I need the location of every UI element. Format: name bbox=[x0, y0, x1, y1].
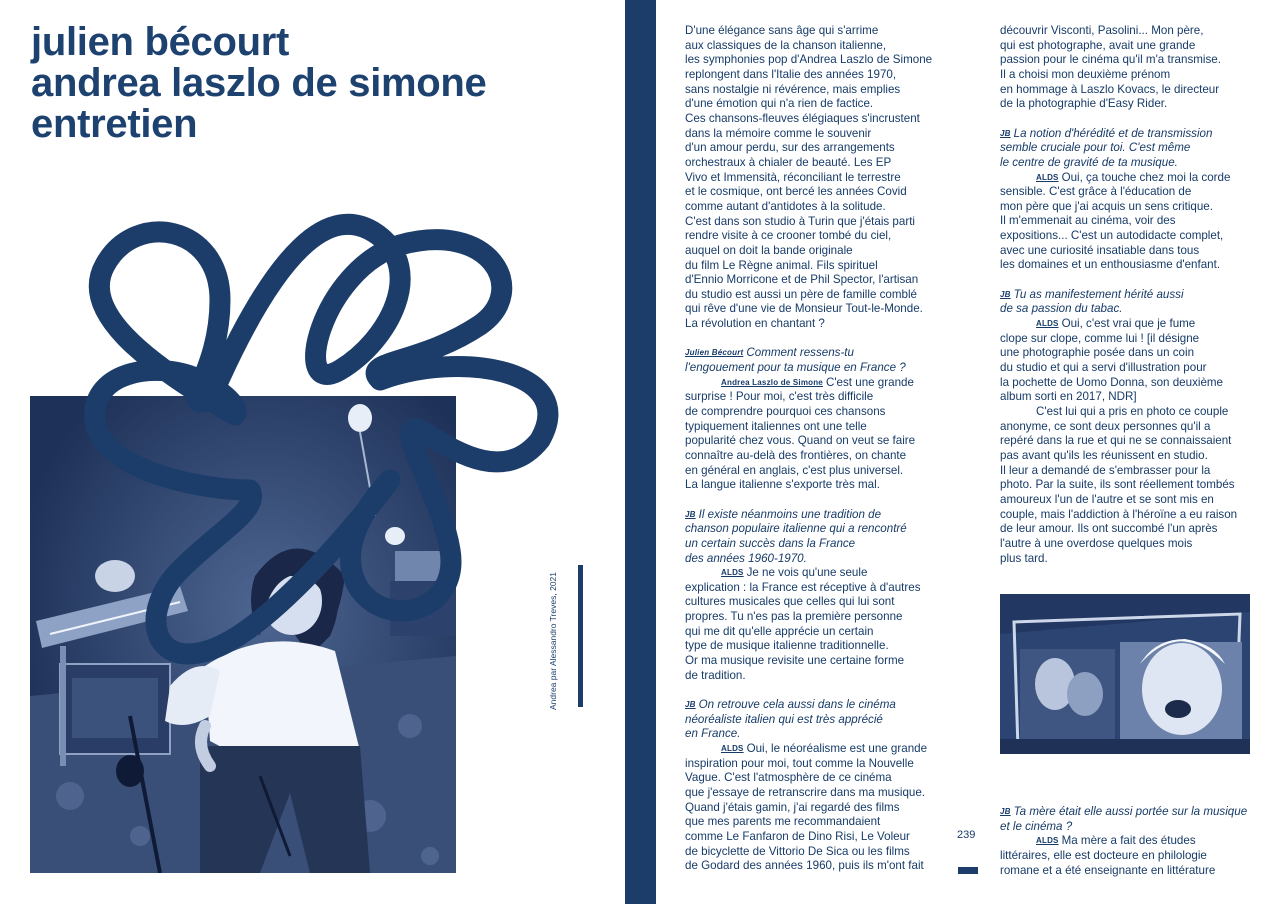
answer-line: en général en anglais, c'est plus universel. bbox=[685, 463, 904, 477]
question-6 bbox=[1000, 805, 1260, 834]
credit-bar bbox=[578, 565, 583, 707]
answer-line: qui me dit qu'elle apprécie un certain bbox=[685, 624, 874, 638]
question-line: Tu as manifestement hérité aussi bbox=[1013, 287, 1184, 301]
answer-line: Oui, le néoréalisme est une grande bbox=[746, 741, 928, 755]
question-line: La notion d'hérédité et de transmission bbox=[1013, 126, 1213, 140]
question-line: Ta mère était elle aussi portée sur la musique bbox=[1013, 805, 1248, 818]
question-4 bbox=[1000, 127, 1255, 171]
answer-line: Il a choisi mon deuxième prénom bbox=[1000, 67, 1171, 81]
answer-line: typiquement italiennes ont une telle bbox=[685, 419, 867, 433]
question-line: Il existe néanmoins une tradition de bbox=[698, 507, 882, 521]
answer-3 bbox=[685, 742, 950, 874]
intro-line: D'une élégance sans âge qui s'arrime bbox=[685, 24, 879, 37]
answer-line: repéré dans la rue et qui ne se connaissaient bbox=[1000, 434, 1232, 448]
answer-line: Quand j'étais gamin, j'ai regardé des films bbox=[685, 800, 900, 814]
question-line: le centre de gravité de ta musique. bbox=[1000, 155, 1178, 169]
answer-1 bbox=[685, 376, 950, 493]
intro-line: Ces chansons-fleuves élégiaques s'incrustent bbox=[685, 111, 920, 125]
answer-line: explication : la France est réceptive à d'autres bbox=[685, 580, 921, 594]
answer-2 bbox=[685, 566, 950, 683]
answer-line: C'est lui qui a pris en photo ce couple bbox=[1036, 404, 1229, 418]
studio-photo bbox=[30, 396, 456, 873]
speaker-tag-jb: JB bbox=[685, 509, 696, 519]
question-line: un certain succès dans la France bbox=[685, 536, 856, 550]
answer-line: cultures musicales que celles qui lui sont bbox=[685, 595, 895, 609]
question-line: des années 1960-1970. bbox=[685, 551, 807, 565]
answer-line: littéraires, elle est docteure en philologie bbox=[1000, 848, 1207, 862]
text-column-1 bbox=[685, 24, 950, 874]
speaker-tag-alds: ALDS bbox=[1036, 836, 1059, 846]
answer-line: Vague. C'est l'atmosphère de ce cinéma bbox=[685, 771, 892, 785]
intro-line: du studio est aussi un père de famille comblé bbox=[685, 287, 918, 301]
intro-line: aux classiques de la chanson italienne, bbox=[685, 38, 887, 52]
answer-line: expositions... C'est un autodidacte complet, bbox=[1000, 229, 1224, 243]
question-line: en France. bbox=[685, 727, 741, 741]
speaker-tag-alds: ALDS bbox=[1036, 319, 1059, 328]
answer-line: La langue italienne s'exporte très mal. bbox=[685, 478, 880, 492]
answer-line: sensible. C'est grâce à l'éducation de bbox=[1000, 185, 1192, 199]
text-column-2 bbox=[1000, 24, 1255, 566]
answer-line: connaître au-delà des frontières, on chante bbox=[685, 448, 907, 462]
answer-line: couple, mais l'addiction à l'héroïne a eu raison bbox=[1000, 507, 1238, 521]
answer-line: Ma mère a fait des études bbox=[1061, 834, 1196, 848]
answer-line: de la photographie d'Easy Rider. bbox=[1000, 97, 1168, 111]
text-column-2-bottom bbox=[1000, 805, 1260, 878]
page-number-bar bbox=[958, 867, 978, 874]
answer-line: les domaines et un enthousiasme d'enfant. bbox=[1000, 258, 1221, 272]
intro-line: C'est dans son studio à Turin que j'étais parti bbox=[685, 214, 915, 228]
answer-line: en hommage à Laszlo Kovacs, le directeur bbox=[1000, 82, 1220, 96]
speaker-tag-jb: JB bbox=[685, 700, 696, 709]
answer-line: de tradition. bbox=[685, 668, 746, 682]
page-number: 239 bbox=[957, 829, 976, 841]
title-line-2: andrea laszlo de simone bbox=[31, 61, 487, 105]
answer-line: de leur amour. Ils ont succombé l'un après bbox=[1000, 522, 1218, 536]
intro-line: sans nostalgie ni révérence, mais emplies bbox=[685, 82, 901, 96]
speaker-tag-jb: JB bbox=[1000, 807, 1011, 816]
question-line: Comment ressens-tu bbox=[746, 346, 854, 360]
intro-line: qui rêve d'une vie de Monsieur Tout-le-Monde. bbox=[685, 302, 923, 316]
question-line: chanson populaire italienne qui a rencontré bbox=[685, 522, 907, 536]
question-line: semble cruciale pour toi. C'est même bbox=[1000, 141, 1191, 155]
answer-line: Oui, ça touche chez moi la corde bbox=[1061, 170, 1231, 184]
answer-line: Je ne vois qu'une seule bbox=[746, 566, 868, 580]
answer-line: avec une curiosité insatiable dans tous bbox=[1000, 243, 1200, 257]
title-line-1: julien bécourt bbox=[31, 20, 290, 64]
answer-line: Oui, c'est vrai que je fume bbox=[1061, 317, 1196, 330]
answer-line: l'autre à une overdose quelques mois bbox=[1000, 536, 1193, 550]
photo-credit-wrap bbox=[540, 560, 570, 710]
intro-line: rendre visite à ce crooner tombé du ciel, bbox=[685, 229, 892, 243]
speaker-tag-alds-full: Andrea Laszlo de Simone bbox=[721, 377, 823, 387]
page-gutter bbox=[625, 0, 656, 904]
answer-line: album sorti en 2017, NDR] bbox=[1000, 390, 1137, 404]
answer-line: popularité chez vous. Quand on veut se faire bbox=[685, 434, 916, 448]
question-line: et le cinéma ? bbox=[1000, 819, 1073, 833]
answer-line: que mes parents me recommandaient bbox=[685, 815, 881, 829]
intro-line: d'Ennio Morricone et de Phil Spector, l'artisan bbox=[685, 273, 919, 287]
answer-line: comme Le Fanfaron de Dino Risi, Le Voleur bbox=[685, 829, 910, 843]
answer-line: romane et a été enseignante en littérature bbox=[1000, 863, 1216, 877]
left-page bbox=[0, 0, 625, 904]
intro-line: et le cosmique, ont bercé les années Covid bbox=[685, 185, 907, 199]
intro-line: d'une émotion qui n'a rien de factice. bbox=[685, 97, 874, 111]
answer-line: plus tard. bbox=[1000, 551, 1048, 565]
answer-line: la pochette de Uomo Donna, son deuxième bbox=[1000, 375, 1223, 389]
answer-6 bbox=[1000, 834, 1260, 878]
answer-line: mon père que j'ai acquis un sens critique. bbox=[1000, 199, 1213, 213]
answer-line: qui est photographe, avait une grande bbox=[1000, 38, 1196, 52]
answer-line: passion pour le cinéma qu'il m'a transmise. bbox=[1000, 53, 1221, 67]
intro-line: du film Le Règne animal. Fils spirituel bbox=[685, 258, 878, 272]
answer-line: anonyme, ce sont deux personnes qu'il a bbox=[1000, 419, 1211, 433]
answer-line: Or ma musique revisite une certaine forme bbox=[685, 654, 905, 668]
question-line: néoréaliste italien qui est très apprécié bbox=[685, 712, 883, 726]
speaker-tag-alds: ALDS bbox=[1036, 172, 1059, 182]
answer-line: inspiration pour moi, tout comme la Nouvelle bbox=[685, 756, 914, 770]
intro-line: La révolution en chantant ? bbox=[685, 317, 825, 331]
answer-line: de Godard des années 1960, puis ils m'ont fait bbox=[685, 859, 924, 873]
answer-line: Il leur a demandé de s'embrasser pour la bbox=[1000, 463, 1211, 477]
answer-3-continued bbox=[1000, 24, 1255, 112]
intro-line: replongent dans l'Italie des années 1970, bbox=[685, 67, 897, 81]
question-line: l'engouement pour ta musique en France ? bbox=[685, 361, 906, 375]
answer-line: de bicyclette de Vittorio De Sica ou les films bbox=[685, 844, 910, 858]
question-line: On retrouve cela aussi dans le cinéma bbox=[698, 698, 896, 711]
photo-credit: Andrea par Alessandro Treves, 2021 bbox=[548, 572, 558, 710]
answer-5 bbox=[1000, 317, 1255, 566]
intro-line: Vivo et Immensità, réconciliant le terrestre bbox=[685, 170, 901, 184]
question-1 bbox=[685, 346, 950, 375]
question-line: de sa passion du tabac. bbox=[1000, 302, 1123, 316]
speaker-tag-alds: ALDS bbox=[721, 743, 744, 753]
intro-line: comme autant d'antidotes à la solitude. bbox=[685, 199, 886, 213]
answer-line: surprise ! Pour moi, c'est très difficile bbox=[685, 390, 874, 404]
answer-line: amoureux l'un de l'autre et se sont mis en bbox=[1000, 492, 1214, 506]
couple-photo bbox=[1000, 594, 1250, 754]
question-3 bbox=[685, 698, 950, 742]
speaker-tag-jb: JB bbox=[1000, 128, 1011, 138]
answer-line: de comprendre pourquoi ces chansons bbox=[685, 405, 886, 418]
answer-4 bbox=[1000, 171, 1255, 274]
answer-line: découvrir Visconti, Pasolini... Mon père, bbox=[1000, 24, 1204, 37]
answer-line: du studio et qui a servi d'illustration pour bbox=[1000, 360, 1207, 374]
answer-line: propres. Tu n'es pas la première personne bbox=[685, 610, 903, 624]
answer-line: que j'essaye de retranscrire dans ma musique. bbox=[685, 785, 926, 799]
answer-line: C'est une grande bbox=[825, 375, 914, 389]
speaker-tag-jb-full: Julien Bécourt bbox=[685, 348, 744, 358]
answer-line: Il m'emmenait au cinéma, voir des bbox=[1000, 214, 1176, 228]
speaker-tag-alds: ALDS bbox=[721, 568, 744, 578]
intro-line: les symphonies pop d'Andrea Laszlo de Simone bbox=[685, 53, 933, 67]
intro-line: auquel on doit la bande originale bbox=[685, 243, 853, 257]
intro-paragraph bbox=[685, 24, 950, 332]
intro-line: orchestraux à chialer de beauté. Les EP bbox=[685, 155, 892, 169]
question-2 bbox=[685, 508, 950, 567]
question-5 bbox=[1000, 288, 1255, 317]
title-line-3: entretien bbox=[31, 102, 198, 146]
speaker-tag-jb: JB bbox=[1000, 289, 1011, 299]
intro-line: dans la mémoire comme le souvenir bbox=[685, 126, 872, 140]
article-title bbox=[31, 22, 486, 145]
intro-line: d'un amour perdu, sur des arrangements bbox=[685, 141, 895, 155]
answer-line: pas avant qu'ils les réunissent en studio. bbox=[1000, 448, 1208, 462]
answer-line: photo. Par la suite, ils sont réellement tombés bbox=[1000, 478, 1235, 492]
answer-line: clope sur clope, comme lui ! [il désigne bbox=[1000, 331, 1200, 345]
answer-line: type de musique italienne traditionnelle. bbox=[685, 639, 889, 653]
answer-line: une photographie posée dans un coin bbox=[1000, 346, 1195, 360]
